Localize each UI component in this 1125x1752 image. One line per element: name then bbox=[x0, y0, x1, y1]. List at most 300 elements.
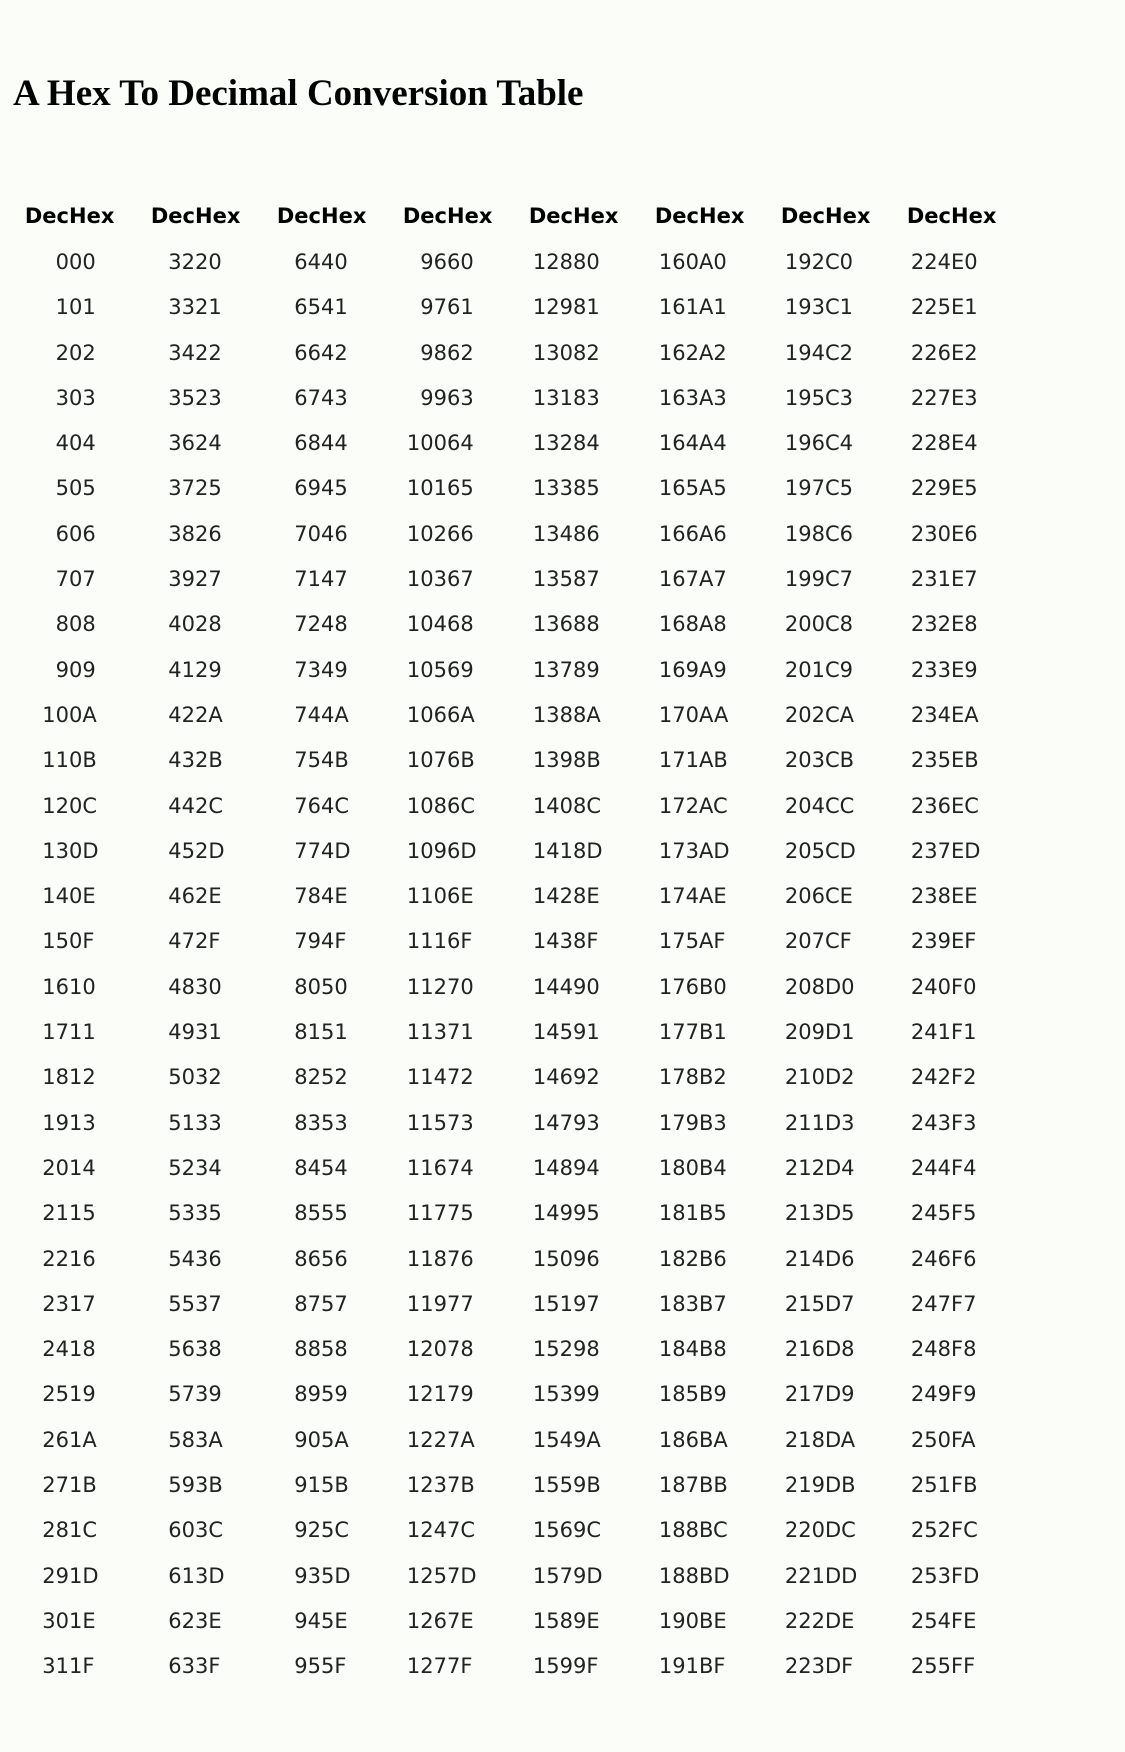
hex-cell: 1D bbox=[69, 1563, 99, 1588]
decimal-cell: 249 bbox=[910, 1382, 951, 1407]
decimal-cell: 131 bbox=[532, 385, 573, 410]
hex-cell: 1F bbox=[69, 1654, 95, 1679]
hex-cell: 79 bbox=[447, 1382, 474, 1407]
decimal-cell: 6 bbox=[55, 521, 69, 546]
hex-cell: 72 bbox=[447, 1065, 474, 1090]
header-dec: Dec bbox=[402, 204, 447, 228]
table-row bbox=[14, 331, 1022, 376]
table-row bbox=[14, 1010, 1022, 1055]
decimal-cell: 182 bbox=[658, 1246, 699, 1271]
hex-cell: 0A bbox=[69, 702, 97, 727]
header-hex: Hex bbox=[69, 204, 115, 228]
decimal-cell: 17 bbox=[42, 1020, 69, 1045]
decimal-cell: 236 bbox=[910, 793, 951, 818]
decimal-cell: 240 bbox=[910, 974, 951, 999]
decimal-cell: 33 bbox=[168, 295, 195, 320]
hex-cell: 97 bbox=[573, 1291, 600, 1316]
hex-cell: AF bbox=[699, 929, 726, 954]
hex-cell: 66 bbox=[447, 521, 474, 546]
decimal-cell: 94 bbox=[294, 1608, 321, 1633]
decimal-cell: 227 bbox=[910, 385, 951, 410]
hex-cell: F4 bbox=[951, 1155, 977, 1180]
decimal-cell: 27 bbox=[42, 1473, 69, 1498]
decimal-cell: 1 bbox=[55, 295, 69, 320]
hex-cell: 2A bbox=[195, 702, 223, 727]
hex-cell: E7 bbox=[951, 567, 978, 592]
hex-cell: 3D bbox=[195, 1563, 225, 1588]
decimal-cell: 156 bbox=[532, 1518, 573, 1543]
hex-cell: DC bbox=[825, 1518, 856, 1543]
decimal-cell: 71 bbox=[294, 567, 321, 592]
decimal-cell: 91 bbox=[294, 1473, 321, 1498]
header-dec: Dec bbox=[276, 204, 321, 228]
hex-cell: CC bbox=[825, 793, 855, 818]
decimal-cell: 196 bbox=[784, 431, 825, 456]
decimal-cell: 79 bbox=[294, 929, 321, 954]
decimal-cell: 21 bbox=[42, 1201, 69, 1226]
decimal-cell: 245 bbox=[910, 1201, 951, 1226]
decimal-cell: 70 bbox=[294, 521, 321, 546]
hex-cell: F1 bbox=[951, 1020, 977, 1045]
hex-cell: AA bbox=[699, 702, 729, 727]
table-row bbox=[14, 466, 1022, 511]
hex-cell: 41 bbox=[321, 295, 348, 320]
decimal-cell: 228 bbox=[910, 431, 951, 456]
hex-cell: 64 bbox=[447, 431, 474, 456]
hex-cell: 89 bbox=[573, 657, 600, 682]
table-row bbox=[14, 1554, 1022, 1599]
hex-cell: D2 bbox=[825, 1065, 855, 1090]
hex-cell: 38 bbox=[195, 1337, 222, 1362]
hex-cell: 4D bbox=[321, 838, 351, 863]
hex-cell: D9 bbox=[825, 1382, 855, 1407]
hex-cell: 09 bbox=[69, 657, 96, 682]
decimal-cell: 195 bbox=[784, 385, 825, 410]
decimal-cell: 57 bbox=[168, 1382, 195, 1407]
decimal-cell: 158 bbox=[532, 1608, 573, 1633]
hex-cell: DB bbox=[825, 1473, 856, 1498]
decimal-cell: 40 bbox=[168, 612, 195, 637]
hex-cell: EE bbox=[951, 884, 978, 909]
hex-cell: BB bbox=[699, 1473, 728, 1498]
decimal-cell: 178 bbox=[658, 1065, 699, 1090]
decimal-cell: 246 bbox=[910, 1246, 951, 1271]
decimal-cell: 62 bbox=[168, 1608, 195, 1633]
decimal-cell: 55 bbox=[168, 1291, 195, 1316]
decimal-cell: 166 bbox=[658, 521, 699, 546]
hex-cell: 45 bbox=[321, 476, 348, 501]
hex-cell: EC bbox=[951, 793, 979, 818]
decimal-cell: 84 bbox=[294, 1155, 321, 1180]
hex-cell: CF bbox=[825, 929, 852, 954]
decimal-cell: 39 bbox=[168, 567, 195, 592]
hex-cell: BE bbox=[699, 1608, 727, 1633]
decimal-cell: 233 bbox=[910, 657, 951, 682]
hex-cell: A3 bbox=[699, 385, 727, 410]
decimal-cell: 28 bbox=[42, 1518, 69, 1543]
hex-cell: 24 bbox=[195, 431, 222, 456]
decimal-cell: 203 bbox=[784, 748, 825, 773]
decimal-cell: 164 bbox=[658, 431, 699, 456]
decimal-cell: 123 bbox=[406, 1473, 447, 1498]
hex-cell: 80 bbox=[573, 250, 600, 274]
hex-cell: C4 bbox=[825, 431, 854, 456]
hex-cell: B0 bbox=[699, 974, 727, 999]
hex-cell: E3 bbox=[951, 385, 978, 410]
hex-cell: 03 bbox=[69, 385, 96, 410]
table-row bbox=[14, 784, 1022, 829]
hex-cell: D5 bbox=[825, 1201, 855, 1226]
hex-cell: EB bbox=[951, 748, 979, 773]
decimal-cell: 24 bbox=[42, 1337, 69, 1362]
hex-cell: 13 bbox=[69, 1110, 96, 1135]
header-hex: Hex bbox=[951, 204, 997, 228]
decimal-cell: 247 bbox=[910, 1291, 951, 1316]
hex-cell: 4A bbox=[321, 702, 349, 727]
hex-cell: 1E bbox=[69, 1608, 96, 1633]
decimal-cell: 109 bbox=[406, 838, 447, 863]
decimal-cell: 232 bbox=[910, 612, 951, 637]
decimal-cell: 96 bbox=[420, 250, 447, 274]
decimal-cell: 250 bbox=[910, 1427, 951, 1452]
decimal-cell: 161 bbox=[658, 295, 699, 320]
decimal-cell: 72 bbox=[294, 612, 321, 637]
hex-cell: 8F bbox=[573, 929, 599, 954]
decimal-cell: 155 bbox=[532, 1473, 573, 1498]
hex-cell: 56 bbox=[321, 1246, 348, 1271]
hex-cell: C0 bbox=[825, 250, 854, 274]
decimal-cell: 234 bbox=[910, 702, 951, 727]
decimal-cell: 248 bbox=[910, 1337, 951, 1362]
table-header-row bbox=[14, 198, 1022, 240]
hex-cell: 53 bbox=[321, 1110, 348, 1135]
decimal-cell: 117 bbox=[406, 1201, 447, 1226]
decimal-cell: 241 bbox=[910, 1020, 951, 1045]
decimal-cell: 219 bbox=[784, 1473, 825, 1498]
hex-cell: 96 bbox=[573, 1246, 600, 1271]
hex-cell: E2 bbox=[951, 340, 978, 365]
decimal-cell: 103 bbox=[406, 567, 447, 592]
hex-cell: A4 bbox=[699, 431, 727, 456]
hex-cell: 3B bbox=[195, 1473, 223, 1498]
hex-cell: E5 bbox=[951, 476, 978, 501]
decimal-cell: 225 bbox=[910, 295, 951, 320]
header-hex: Hex bbox=[321, 204, 367, 228]
decimal-cell: 20 bbox=[42, 1155, 69, 1180]
hex-cell: B7 bbox=[699, 1291, 727, 1316]
decimal-cell: 229 bbox=[910, 476, 951, 501]
decimal-cell: 212 bbox=[784, 1155, 825, 1180]
decimal-cell: 97 bbox=[420, 295, 447, 320]
hex-cell: 39 bbox=[195, 1382, 222, 1407]
decimal-cell: 75 bbox=[294, 748, 321, 773]
decimal-cell: 92 bbox=[294, 1518, 321, 1543]
hex-cell: B6 bbox=[699, 1246, 727, 1271]
decimal-cell: 135 bbox=[532, 567, 573, 592]
hex-cell: A0 bbox=[699, 250, 727, 274]
decimal-cell: 87 bbox=[294, 1291, 321, 1316]
table-row bbox=[14, 965, 1022, 1010]
hex-cell: 42 bbox=[321, 340, 348, 365]
decimal-cell: 47 bbox=[168, 929, 195, 954]
hex-cell: 07 bbox=[69, 567, 96, 592]
hex-cell: 14 bbox=[69, 1155, 96, 1180]
decimal-cell: 120 bbox=[406, 1337, 447, 1362]
header-hex: Hex bbox=[573, 204, 619, 228]
decimal-cell: 5 bbox=[55, 476, 69, 501]
table-row bbox=[14, 1191, 1022, 1236]
hex-cell: D4 bbox=[825, 1155, 855, 1180]
hex-cell: 21 bbox=[195, 295, 222, 320]
decimal-cell: 2 bbox=[55, 340, 69, 365]
decimal-cell: 98 bbox=[420, 340, 447, 365]
decimal-cell: 89 bbox=[294, 1382, 321, 1407]
hex-cell: 15 bbox=[69, 1201, 96, 1226]
hex-cell: 40 bbox=[321, 250, 348, 274]
decimal-cell: 107 bbox=[406, 748, 447, 773]
decimal-cell: 95 bbox=[294, 1654, 321, 1679]
header-dec: Dec bbox=[654, 204, 699, 228]
decimal-cell: 254 bbox=[910, 1608, 951, 1633]
hex-cell: C6 bbox=[825, 521, 854, 546]
decimal-cell: 3 bbox=[55, 385, 69, 410]
decimal-cell: 173 bbox=[658, 838, 699, 863]
decimal-cell: 12 bbox=[42, 793, 69, 818]
decimal-cell: 32 bbox=[168, 250, 195, 274]
decimal-cell: 118 bbox=[406, 1246, 447, 1271]
hex-cell: ED bbox=[951, 838, 981, 863]
hex-cell: 36 bbox=[195, 1246, 222, 1271]
hex-cell: E9 bbox=[951, 657, 978, 682]
hex-cell: 78 bbox=[447, 1337, 474, 1362]
table-row bbox=[14, 557, 1022, 602]
decimal-cell: 187 bbox=[658, 1473, 699, 1498]
decimal-cell: 73 bbox=[294, 657, 321, 682]
hex-cell: 9A bbox=[573, 1427, 601, 1452]
decimal-cell: 152 bbox=[532, 1337, 573, 1362]
hex-cell: 8D bbox=[573, 838, 603, 863]
decimal-cell: 31 bbox=[42, 1654, 69, 1679]
decimal-cell: 202 bbox=[784, 702, 825, 727]
hex-cell: D7 bbox=[825, 1291, 855, 1316]
hex-cell: 4B bbox=[321, 748, 349, 773]
decimal-cell: 29 bbox=[42, 1563, 69, 1588]
hex-cell: DD bbox=[825, 1563, 858, 1588]
table-row bbox=[14, 1644, 1022, 1689]
decimal-cell: 142 bbox=[532, 884, 573, 909]
decimal-cell: 108 bbox=[406, 793, 447, 818]
decimal-cell: 54 bbox=[168, 1246, 195, 1271]
hex-cell: 7F bbox=[447, 1654, 473, 1679]
decimal-cell: 128 bbox=[532, 250, 573, 274]
decimal-cell: 222 bbox=[784, 1608, 825, 1633]
hex-cell: AD bbox=[699, 838, 730, 863]
decimal-cell: 90 bbox=[294, 1427, 321, 1452]
decimal-cell: 26 bbox=[42, 1427, 69, 1452]
decimal-cell: 99 bbox=[420, 385, 447, 410]
decimal-cell: 18 bbox=[42, 1065, 69, 1090]
hex-cell: 9C bbox=[573, 1518, 602, 1543]
decimal-cell: 221 bbox=[784, 1563, 825, 1588]
decimal-cell: 146 bbox=[532, 1065, 573, 1090]
table-row bbox=[14, 1282, 1022, 1327]
hex-cell: 65 bbox=[447, 476, 474, 501]
page-title: A Hex To Decimal Conversion Table bbox=[13, 73, 584, 114]
hex-cell: FF bbox=[951, 1654, 976, 1679]
hex-cell: 0C bbox=[69, 793, 98, 818]
decimal-cell: 145 bbox=[532, 1020, 573, 1045]
decimal-cell: 244 bbox=[910, 1155, 951, 1180]
hex-cell: F9 bbox=[951, 1382, 977, 1407]
hex-cell: 62 bbox=[447, 340, 474, 365]
decimal-cell: 23 bbox=[42, 1291, 69, 1316]
hex-cell: F5 bbox=[951, 1201, 977, 1226]
table-row bbox=[14, 874, 1022, 919]
hex-cell: 0F bbox=[69, 929, 95, 954]
hex-cell: 6E bbox=[447, 884, 474, 909]
hex-cell: 98 bbox=[573, 1337, 600, 1362]
decimal-cell: 138 bbox=[532, 702, 573, 727]
decimal-cell: 121 bbox=[406, 1382, 447, 1407]
hex-cell: 31 bbox=[195, 1020, 222, 1045]
decimal-cell: 170 bbox=[658, 702, 699, 727]
hex-cell: D0 bbox=[825, 974, 855, 999]
decimal-cell: 0 bbox=[55, 250, 69, 274]
hex-cell: DA bbox=[825, 1427, 856, 1452]
hex-cell: 06 bbox=[69, 521, 96, 546]
decimal-cell: 60 bbox=[168, 1518, 195, 1543]
decimal-cell: 184 bbox=[658, 1337, 699, 1362]
hex-cell: 8B bbox=[573, 748, 601, 773]
decimal-cell: 207 bbox=[784, 929, 825, 954]
hex-cell: FC bbox=[951, 1518, 978, 1543]
hex-cell: C9 bbox=[825, 657, 854, 682]
hex-cell: EA bbox=[951, 702, 979, 727]
decimal-cell: 112 bbox=[406, 974, 447, 999]
decimal-cell: 162 bbox=[658, 340, 699, 365]
hex-cell: 81 bbox=[573, 295, 600, 320]
hex-cell: 74 bbox=[447, 1155, 474, 1180]
decimal-cell: 253 bbox=[910, 1563, 951, 1588]
decimal-cell: 110 bbox=[406, 884, 447, 909]
decimal-cell: 181 bbox=[658, 1201, 699, 1226]
decimal-cell: 149 bbox=[532, 1201, 573, 1226]
decimal-cell: 252 bbox=[910, 1518, 951, 1543]
decimal-cell: 137 bbox=[532, 657, 573, 682]
hex-cell: 08 bbox=[69, 612, 96, 637]
decimal-cell: 46 bbox=[168, 884, 195, 909]
decimal-cell: 15 bbox=[42, 929, 69, 954]
decimal-cell: 82 bbox=[294, 1065, 321, 1090]
decimal-cell: 190 bbox=[658, 1608, 699, 1633]
hex-cell: 27 bbox=[195, 567, 222, 592]
decimal-cell: 230 bbox=[910, 521, 951, 546]
hex-cell: 05 bbox=[69, 476, 96, 501]
decimal-cell: 223 bbox=[784, 1654, 825, 1679]
hex-cell: 90 bbox=[573, 974, 600, 999]
decimal-cell: 10 bbox=[42, 702, 69, 727]
hex-cell: A6 bbox=[699, 521, 727, 546]
decimal-cell: 242 bbox=[910, 1065, 951, 1090]
hex-cell: F8 bbox=[951, 1337, 977, 1362]
hex-cell: 26 bbox=[195, 521, 222, 546]
hex-cell: 9F bbox=[573, 1654, 599, 1679]
hex-cell: 84 bbox=[573, 431, 600, 456]
decimal-cell: 111 bbox=[406, 929, 447, 954]
decimal-cell: 68 bbox=[294, 431, 321, 456]
decimal-cell: 151 bbox=[532, 1291, 573, 1316]
decimal-cell: 180 bbox=[658, 1155, 699, 1180]
hex-cell: 32 bbox=[195, 1065, 222, 1090]
hex-cell: C8 bbox=[825, 612, 854, 637]
decimal-cell: 150 bbox=[532, 1246, 573, 1271]
hex-cell: 63 bbox=[447, 385, 474, 410]
hex-cell: A2 bbox=[699, 340, 727, 365]
table-row bbox=[14, 693, 1022, 738]
hex-cell: 68 bbox=[447, 612, 474, 637]
hex-cell: 33 bbox=[195, 1110, 222, 1135]
hex-cell: 23 bbox=[195, 385, 222, 410]
hex-cell: 2B bbox=[195, 748, 223, 773]
hex-cell: D3 bbox=[825, 1110, 855, 1135]
hex-cell: B8 bbox=[699, 1337, 727, 1362]
hex-cell: FD bbox=[951, 1563, 980, 1588]
decimal-cell: 231 bbox=[910, 567, 951, 592]
decimal-cell: 9 bbox=[55, 657, 69, 682]
hex-cell: 6F bbox=[447, 929, 473, 954]
decimal-cell: 177 bbox=[658, 1020, 699, 1045]
hex-cell: 76 bbox=[447, 1246, 474, 1271]
hex-cell: 12 bbox=[69, 1065, 96, 1090]
hex-cell: 29 bbox=[195, 657, 222, 682]
decimal-cell: 14 bbox=[42, 884, 69, 909]
hex-cell: 2D bbox=[195, 838, 225, 863]
hex-cell: 9D bbox=[573, 1563, 603, 1588]
conversion-table bbox=[14, 198, 1022, 1690]
decimal-cell: 217 bbox=[784, 1382, 825, 1407]
hex-cell: 10 bbox=[69, 974, 96, 999]
hex-cell: 86 bbox=[573, 521, 600, 546]
header-hex: Hex bbox=[699, 204, 745, 228]
decimal-cell: 134 bbox=[532, 521, 573, 546]
decimal-cell: 105 bbox=[406, 657, 447, 682]
hex-cell: 34 bbox=[195, 1155, 222, 1180]
decimal-cell: 220 bbox=[784, 1518, 825, 1543]
hex-cell: 8A bbox=[573, 702, 601, 727]
hex-cell: 5F bbox=[321, 1654, 347, 1679]
hex-cell: C5 bbox=[825, 476, 854, 501]
hex-cell: 4E bbox=[321, 884, 348, 909]
hex-cell: 2E bbox=[195, 884, 222, 909]
decimal-cell: 226 bbox=[910, 340, 951, 365]
decimal-cell: 49 bbox=[168, 1020, 195, 1045]
decimal-cell: 186 bbox=[658, 1427, 699, 1452]
hex-cell: 99 bbox=[573, 1382, 600, 1407]
hex-cell: E4 bbox=[951, 431, 978, 456]
decimal-cell: 239 bbox=[910, 929, 951, 954]
hex-cell: 73 bbox=[447, 1110, 474, 1135]
table-row bbox=[14, 829, 1022, 874]
hex-cell: 02 bbox=[69, 340, 96, 365]
decimal-cell: 61 bbox=[168, 1563, 195, 1588]
hex-cell: BA bbox=[699, 1427, 728, 1452]
decimal-cell: 192 bbox=[784, 250, 825, 274]
hex-cell: 67 bbox=[447, 567, 474, 592]
decimal-cell: 126 bbox=[406, 1608, 447, 1633]
decimal-cell: 50 bbox=[168, 1065, 195, 1090]
decimal-cell: 255 bbox=[910, 1654, 951, 1679]
decimal-cell: 163 bbox=[658, 385, 699, 410]
